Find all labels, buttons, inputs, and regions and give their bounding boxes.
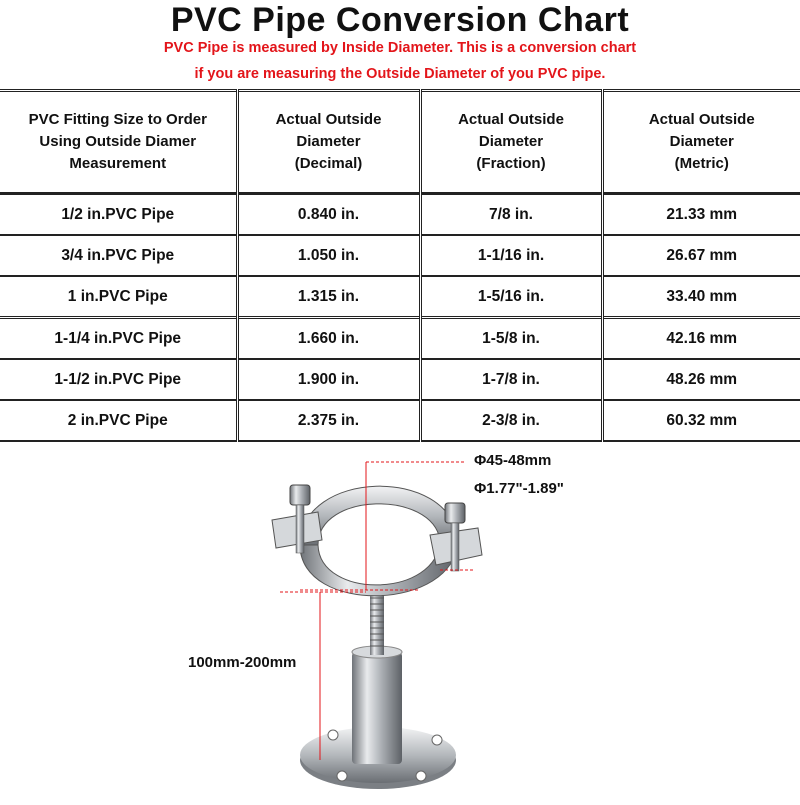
- cell-metric: 48.26 mm: [602, 359, 800, 400]
- table-header-row: [0, 91, 800, 194]
- cell-decimal: 1.900 in.: [237, 359, 420, 400]
- cell-fraction: 1-5/8 in.: [420, 318, 602, 360]
- header-fitting-size: PVC Fitting Size to Order Using Outside Diamer Measurement: [28, 111, 207, 172]
- table-row: [0, 318, 800, 360]
- cell-size: 1 in.PVC Pipe: [0, 276, 237, 318]
- conversion-table: [0, 89, 800, 442]
- cell-size: 1/2 in.PVC Pipe: [0, 194, 237, 236]
- cell-decimal: 2.375 in.: [237, 400, 420, 441]
- height-range-label: 100mm-200mm: [188, 654, 297, 671]
- header-decimal: Actual Outside Diameter (Decimal): [237, 91, 420, 194]
- table-row: [0, 400, 800, 441]
- cell-metric: 21.33 mm: [602, 194, 800, 236]
- cell-fraction: 1-1/16 in.: [420, 235, 602, 276]
- table-row: [0, 276, 800, 318]
- cell-decimal: 0.840 in.: [237, 194, 420, 236]
- cell-metric: 33.40 mm: [602, 276, 800, 318]
- subtitle-line-2: if you are measuring the Outside Diameter of you PVC pipe.: [194, 66, 606, 82]
- pipe-clamp-illustration: [0, 440, 800, 800]
- diameter-inch-label: Φ1.77"-1.89": [474, 480, 564, 497]
- cell-fraction: 1-7/8 in.: [420, 359, 602, 400]
- stand-tube: [352, 652, 402, 764]
- cell-size: 1-1/2 in.PVC Pipe: [0, 359, 237, 400]
- table-row: [0, 359, 800, 400]
- cell-size: 1-1/4 in.PVC Pipe: [0, 318, 237, 360]
- cell-fraction: 2-3/8 in.: [420, 400, 602, 441]
- diameter-mm-label: Φ45-48mm: [474, 452, 552, 469]
- cell-fraction: 7/8 in.: [420, 194, 602, 236]
- cell-fraction: 1-5/16 in.: [420, 276, 602, 318]
- cell-size: 2 in.PVC Pipe: [0, 400, 237, 441]
- pipe-clamp-figure: [0, 440, 800, 800]
- subtitle-line-1: PVC Pipe is measured by Inside Diameter. This is a conversion chart: [163, 40, 637, 56]
- cell-decimal: 1.050 in.: [237, 235, 420, 276]
- cell-decimal: 1.315 in.: [237, 276, 420, 318]
- cell-metric: 60.32 mm: [602, 400, 800, 441]
- header-fraction: Actual Outside Diameter (Fraction): [420, 91, 602, 194]
- cell-metric: 42.16 mm: [602, 318, 800, 360]
- header-metric: Actual Outside Diameter (Metric): [602, 91, 800, 194]
- table-row: [0, 194, 800, 236]
- cell-metric: 26.67 mm: [602, 235, 800, 276]
- cell-size: 3/4 in.PVC Pipe: [0, 235, 237, 276]
- table-row: [0, 235, 800, 276]
- cell-decimal: 1.660 in.: [237, 318, 420, 360]
- chart-title: PVC Pipe Conversion Chart: [170, 1, 630, 39]
